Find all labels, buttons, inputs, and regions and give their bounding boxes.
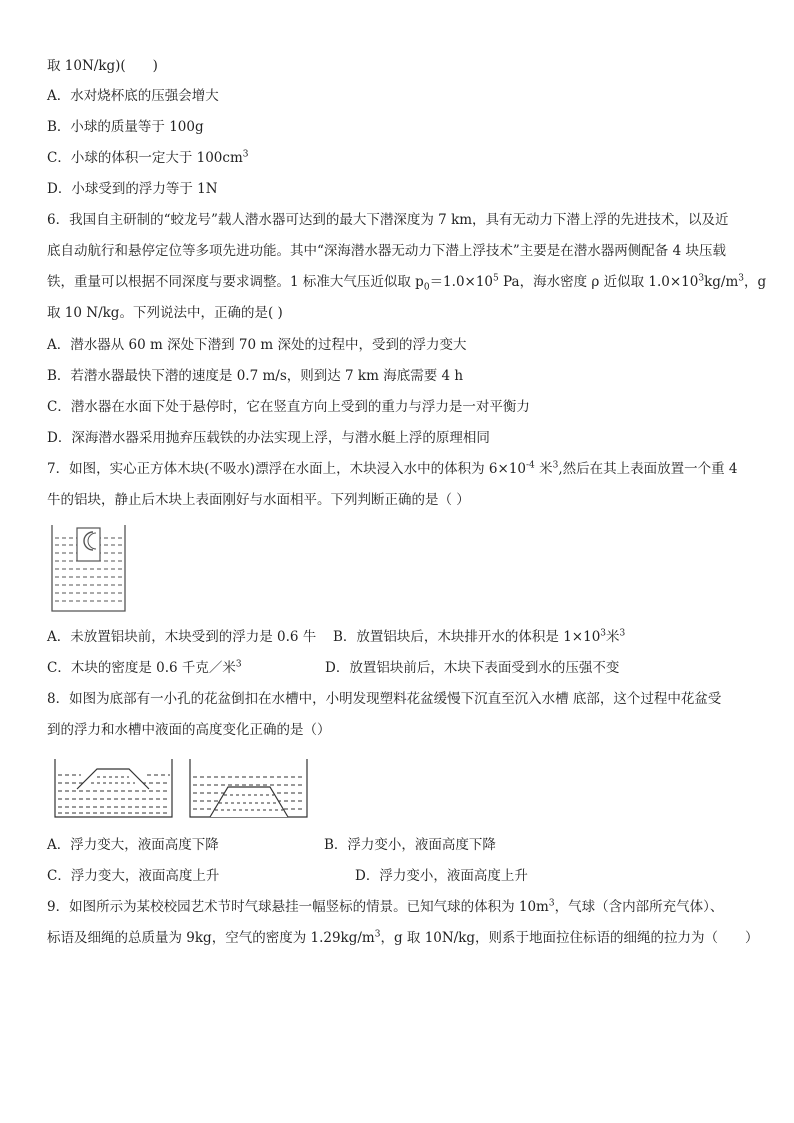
- q8-option-a: A．浮力变大，液面高度下降: [47, 837, 219, 853]
- q9-stem-line1: 9．如图所示为某校校园艺术节时气球悬挂一幅竖标的情景。已知气球的体积为 $10m^3$，气球（含内部所充气体）、: [47, 898, 724, 915]
- q6-stem-line3: 铁，重量可以根据不同深度与要求调整。1 标准大气压近似取 $p_0=1.0\times 10^5$ Pa，海水密度 ρ 近似取 $1.0\times 10^3kg/m^3$，g: [47, 273, 767, 293]
- q7-figure: [49, 523, 129, 615]
- q5-stem-tail: 取 10N/kg)( ): [47, 58, 158, 74]
- q7-stem-line2: 牛的铝块，静止后木块上表面刚好与水面相平。下列判断正确的是（ ）: [47, 492, 470, 508]
- q7-stem-line1: 7．如图，实心正方体木块(不吸水)漂浮在水面上，木块浸入水中的体积为 $6\times 10^{-4}$ 米$^3$,然后在其上表面放置一个重 4: [47, 460, 738, 477]
- q8-figure-right-tank: [188, 757, 310, 821]
- q6-option-b: B．若潜水器最快下潜的速度是 0.7 m/s，则到达 7 km 海底需要 4 h: [47, 368, 464, 384]
- q8-stem-line2: 到的浮力和水槽中液面的高度变化正确的是（）: [47, 722, 331, 738]
- q7-option-c: C．木块的密度是 0.6 千克／米$^3$: [47, 659, 242, 676]
- q9-stem-line2: 标语及细绳的总质量为 9kg，空气的密度为 $1.29kg/m^3$，g 取 10N/kg，则系于地面拉住标语的细绳的拉力为（ ）: [47, 929, 759, 946]
- q5-option-a: A．水对烧杯底的压强会增大: [47, 88, 219, 104]
- q8-stem-line1: 8．如图为底部有一小孔的花盆倒扣在水槽中，小明发现塑料花盆缓慢下沉直至沉入水槽 底部，这个过程中花盆受: [47, 691, 722, 707]
- q8-option-c: C．浮力变大，液面高度上升: [47, 868, 220, 884]
- q6-stem-line2: 底自动航行和悬停定位等多项先进功能。其中“深海潜水器无动力下潜上浮技术”主要是在潜水器两侧配备 4 块压载: [47, 243, 726, 259]
- q8-option-b: B．浮力变小，液面高度下降: [324, 837, 496, 853]
- q6-option-d: D．深海潜水器采用抛弃压载铁的办法实现上浮，与潜水艇上浮的原理相同: [47, 430, 490, 446]
- q5-option-b: B．小球的质量等于 100g: [47, 119, 204, 135]
- q6-option-c: C．潜水器在水面下处于悬停时，它在竖直方向上受到的重力与浮力是一对平衡力: [47, 399, 530, 415]
- q8-option-d: D．浮力变小，液面高度上升: [355, 868, 528, 884]
- q7-option-a: A．未放置铝块前，木块受到的浮力是 0.6 牛: [47, 629, 317, 645]
- q6-option-a: A．潜水器从 60 m 深处下潜到 70 m 深处的过程中，受到的浮力变大: [47, 337, 467, 353]
- q8-figure-left-tank: [53, 757, 175, 821]
- q5-option-c: C．小球的体积一定大于 $100cm^3$: [47, 149, 249, 166]
- q5-option-d: D．小球受到的浮力等于 1N: [47, 181, 218, 197]
- q6-stem-line1: 6．我国自主研制的“蛟龙号”载人潜水器可达到的最大下潜深度为 7 km，具有无动力下潜上浮的先进技术，以及近: [47, 212, 729, 228]
- q7-option-b: B．放置铝块后，木块排开水的体积是 $1\times 10^3$米$^3$: [333, 628, 626, 645]
- q6-stem-line4: 取 10 N/kg。下列说法中，正确的是( ): [47, 305, 283, 321]
- q7-option-d: D．放置铝块前后，木块下表面受到水的压强不变: [325, 660, 620, 676]
